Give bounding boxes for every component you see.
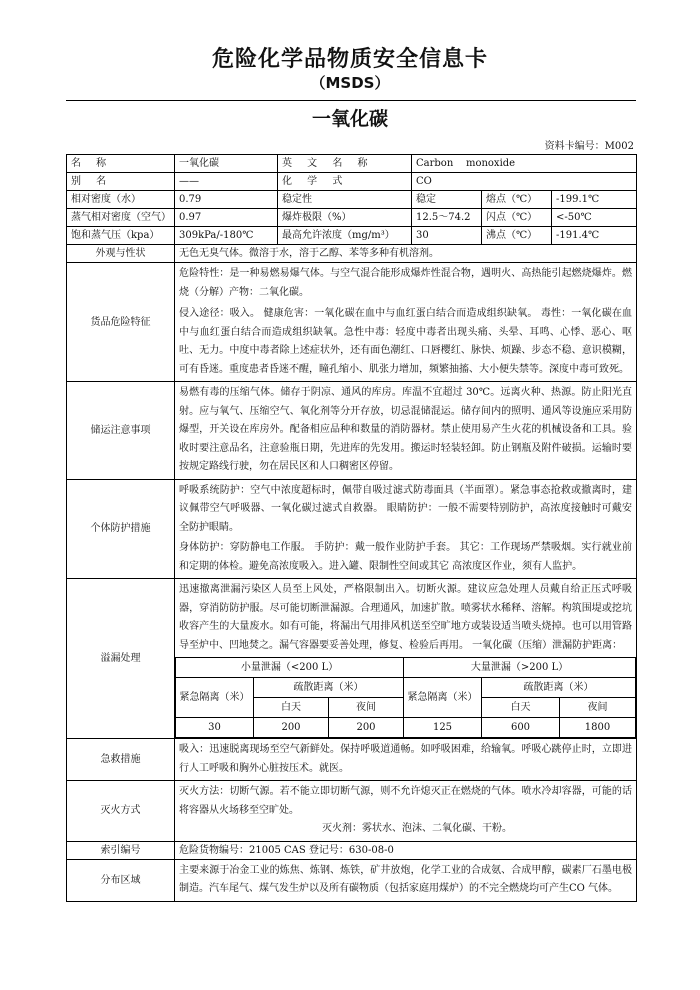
storage-label: 储运注意事项 — [67, 382, 175, 480]
small-day-value: 200 — [254, 718, 329, 738]
formula-label: 化 学 式 — [278, 173, 412, 191]
row-vapor-density — [67, 209, 637, 227]
row-fire — [67, 781, 637, 842]
explosion-limit-value: 12.5～74.2 — [412, 209, 482, 227]
title-divider — [66, 100, 636, 101]
name-label: 名 称 — [67, 155, 175, 173]
row-spill — [67, 579, 637, 739]
large-evac-label: 疏散距离（米） — [482, 678, 636, 698]
index-label: 索引编号 — [67, 841, 175, 859]
hazard-characteristics: 危险特性：是一种易燃易爆气体。与空气混合能形成爆炸性混合物，遇明火、高热能引起燃烧爆炸。燃烧（分解）产物：二氧化碳。 — [179, 268, 632, 298]
alias-value: —— — [175, 173, 278, 191]
spill-label: 溢漏处理 — [67, 579, 175, 739]
hazard-label: 货品危险特征 — [67, 263, 175, 382]
large-spill-header: 大量泄漏（>200 L） — [404, 658, 636, 678]
small-spill-header: 小量泄漏（<200 L） — [176, 658, 404, 678]
density-water-value: 0.79 — [175, 191, 278, 209]
first-aid-label: 急救措施 — [67, 739, 175, 781]
index-text: 危险货物编号：21005 CAS 登记号：630-08-0 — [175, 841, 637, 859]
msds-table — [66, 154, 637, 902]
small-night-value: 200 — [329, 718, 404, 738]
flash-point-value: <-50℃ — [552, 209, 637, 227]
alias-label: 别 名 — [67, 173, 175, 191]
row-name — [67, 155, 637, 173]
appearance-label: 外观与性状 — [67, 245, 175, 263]
fire-agents: 灭火剂：雾状水、泡沫、二氧化碳、干粉。 — [322, 823, 512, 834]
row-appearance — [67, 245, 637, 263]
large-isolation-value: 125 — [404, 718, 482, 738]
en-name-label: 英 文 名 称 — [278, 155, 412, 173]
spill-text: 迅速撤离泄漏污染区人员至上风处，严格限制出入。切断火源。建议应急处理人员戴自给正压式呼吸器，穿消防防护服。尽可能切断泄漏源。合理通风，加速扩散。喷雾状水稀释、溶解。构筑围堤或挖坑收容产生的大量废水。如有可能，将漏出气用排风机送至空旷地方或装设适当喷头烧掉。也可以用管路导至炉中、凹地焚之。漏气容器要妥善处理，修复、检验后再用。 一氧化碳（压缩）泄漏防护距离： — [179, 584, 632, 651]
melting-point-value: -199.1℃ — [552, 191, 637, 209]
mac-label: 最高允许浓度（mg/m³） — [278, 227, 412, 245]
explosion-limit-label: 爆炸极限（%） — [278, 209, 412, 227]
appearance-text: 无色无臭气体。微溶于水，溶于乙醇、苯等多种有机溶剂。 — [175, 245, 637, 263]
large-day-label: 白天 — [482, 698, 560, 718]
large-isolation-label: 紧急隔离（米） — [404, 678, 482, 718]
en-name-value: Carbon monoxide — [412, 155, 637, 173]
row-distribution — [67, 859, 637, 901]
large-day-value: 600 — [482, 718, 560, 738]
vapor-pressure-value: 309kPa/-180℃ — [175, 227, 278, 245]
vapor-density-label: 蒸气相对密度（空气） — [67, 209, 175, 227]
stability-value: 稳定 — [412, 191, 482, 209]
document-title: 危险化学品物质安全信息卡 — [211, 47, 488, 72]
distribution-text: 主要来源于冶金工业的炼焦、炼钢、炼铁，矿井放炮，化学工业的合成氨、合成甲醇，碳素厂石墨电极制造。汽车尾气、煤气发生炉以及所有碳物质（包括家庭用煤炉）的不完全燃烧均可产生CO 气体。 — [179, 864, 632, 894]
row-alias — [67, 173, 637, 191]
vapor-density-value: 0.97 — [175, 209, 278, 227]
distribution-label: 分布区域 — [67, 859, 175, 901]
vapor-pressure-label: 饱和蒸气压（kpa） — [67, 227, 175, 245]
ppe-respiratory: 呼吸系统防护：空气中浓度超标时，佩带自吸过滤式防毒面具（半面罩）。紧急事态抢救或撤离时，建议佩带空气呼吸器、一氧化碳过滤式自救器。 眼睛防护：一般不需要特别防护，高浓度接触时可戴安全防护眼睛。 — [179, 484, 632, 533]
row-first-aid — [67, 739, 637, 781]
flash-point-label: 闪点（℃） — [482, 209, 552, 227]
small-isolation-value: 30 — [176, 718, 254, 738]
mac-value: 30 — [412, 227, 482, 245]
name-value: 一氧化碳 — [175, 155, 278, 173]
small-isolation-label: 紧急隔离（米） — [176, 678, 254, 718]
first-aid-text: 吸入：迅速脱离现场至空气新鲜处。保持呼吸道通畅。如呼吸困难，给输氧。呼吸心跳停止时，立即进行人工呼吸和胸外心脏按压术。就医。 — [179, 744, 632, 774]
document-subtitle: （MSDS） — [310, 74, 390, 92]
row-hazard — [67, 263, 637, 382]
ppe-label: 个体防护措施 — [67, 479, 175, 579]
large-night-value: 1800 — [560, 718, 636, 738]
row-index — [67, 841, 637, 859]
large-night-label: 夜间 — [560, 698, 636, 718]
substance-name: 一氧化碳 — [311, 108, 388, 130]
card-number: 资料卡编号：M002 — [544, 141, 634, 152]
hazard-health: 侵入途径：吸入。 健康危害：一氧化碳在血中与血红蛋白结合而造成组织缺氧。 毒性：一氧化碳在血中与血红蛋白结合而造成组织缺氧。急性中毒：轻度中毒者出现头痛、头晕、耳鸣、心悸、恶心、呕吐、无力。中度中毒者除上述症状外，还有面色潮红、口唇樱红、脉快、烦躁、步态不稳、意识模糊，可有昏迷。重度患者昏迷不醒，瞳孔缩小、肌张力增加，频繁抽搐、大小便失禁等。深度中毒可致死。 — [179, 308, 632, 375]
density-water-label: 相对密度（水） — [67, 191, 175, 209]
melting-point-label: 熔点（℃） — [482, 191, 552, 209]
spill-distance-table — [175, 657, 636, 738]
row-density — [67, 191, 637, 209]
small-night-label: 夜间 — [329, 698, 404, 718]
fire-method: 灭火方法：切断气源。若不能立即切断气源，则不允许熄灭正在燃烧的气体。喷水冷却容器，可能的话将容器从火场移至空旷处。 — [179, 786, 632, 816]
small-evac-label: 疏散距离（米） — [254, 678, 404, 698]
boiling-point-label: 沸点（℃） — [482, 227, 552, 245]
small-day-label: 白天 — [254, 698, 329, 718]
boiling-point-value: -191.4℃ — [552, 227, 637, 245]
row-storage — [67, 382, 637, 480]
row-vapor-pressure — [67, 227, 637, 245]
stability-label: 稳定性 — [278, 191, 412, 209]
fire-label: 灭火方式 — [67, 781, 175, 842]
ppe-body: 身体防护：穿防静电工作服。 手防护：戴一般作业防护手套。 其它：工作现场严禁吸烟。实行就业前和定期的体检。避免高浓度吸入。进入罐、限制性空间或其它 高浓度区作业，须有人监护。 — [179, 542, 632, 572]
formula-value: CO — [412, 173, 637, 191]
row-ppe — [67, 479, 637, 579]
storage-text: 易燃有毒的压缩气体。储存于阴凉、通风的库房。库温不宜超过 30℃。远离火种、热源。防止阳光直射。应与氧气、压缩空气、氧化剂等分开存放，切忌混储混运。储存间内的照明、通风等设施应采用防爆型，开关设在库房外。配备相应品种和数量的消防器材。禁止使用易产生火花的机械设备和工具。验收时要注意品名，注意验瓶日期，先进库的先发用。搬运时轻装轻卸。防止钢瓶及附件破损。运输时要按规定路线行驶，勿在居民区和人口稠密区停留。 — [179, 387, 632, 472]
